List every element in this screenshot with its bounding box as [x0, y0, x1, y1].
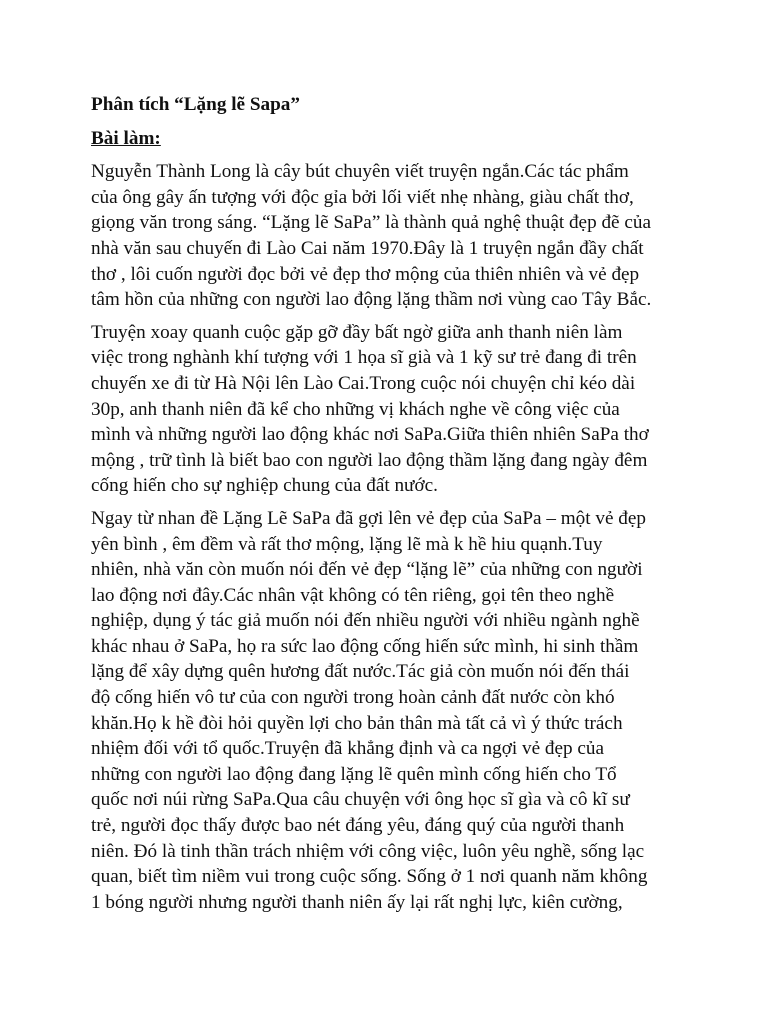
paragraph-line: Nguyễn Thành Long là cây bút chuyên viết truyện ngắn.Các tác phẩm	[91, 161, 629, 183]
paragraph-line: 1 bóng người nhưng người thanh niên ấy lại rất nghị lực, kiên cường,	[91, 891, 623, 913]
paragraph-line: tâm hồn của những con người lao động lặng thầm nơi vùng cao Tây Bắc.	[91, 289, 652, 311]
paragraph-line: mộng , trữ tình là biết bao con người lao động thầm lặng đang ngày đêm	[91, 449, 648, 471]
paragraph-line: thơ , lôi cuốn người đọc bởi vẻ đẹp thơ mộng của thiên nhiên và vẻ đẹp	[91, 263, 640, 285]
paragraph-line: trẻ, người đọc thấy được bao nét đáng yêu, đáng quý của người thanh	[91, 815, 625, 837]
paragraph-line: quốc nơi núi rừng SaPa.Qua câu chuyện với ông học sĩ gìa và cô kĩ sư	[91, 789, 630, 811]
paragraph-line: nhiên, nhà văn còn muốn nói đến vẻ đẹp “lặng lẽ” của những con người	[91, 559, 643, 581]
paragraph-line: niên. Đó là tinh thần trách nhiệm với công việc, luôn yêu nghề, sống lạc	[91, 840, 645, 862]
paragraph-line: cống hiến cho sự nghiệp chung của đất nước.	[91, 475, 438, 497]
paragraph-line: lặng để xây dựng quên hương đất nước.Tác giả còn muốn nói đến thái	[91, 661, 630, 683]
paragraph-line: 30p, anh thanh niên đã kể cho những vị khách nghe về công việc của	[91, 398, 620, 420]
paragraph-line: nhà văn sau chuyến đi Lào Cai năm 1970.Đây là 1 truyện ngắn đầy chất	[91, 237, 644, 259]
document-subtitle: Bài làm:	[91, 127, 161, 149]
paragraph-line: yên bình , êm đềm và rất thơ mộng, lặng lẽ mà k hề hiu quạnh.Tuy	[91, 533, 603, 555]
paragraph-line: khác nhau ở SaPa, họ ra sức lao động cống hiến sức mình, hi sinh thầm	[91, 635, 639, 657]
paragraph-line: nghiệp, dụng ý tác giả muốn nói đến nhiều người với nhiều ngành nghề	[91, 610, 640, 632]
paragraph	[91, 320, 691, 499]
paragraph-line: của ông gây ấn tượng với độc gỉa bởi lối viết nhẹ nhàng, giàu chất thơ,	[91, 186, 634, 208]
paragraph-line: những con người lao động đang lặng lẽ quên mình cống hiến cho Tổ	[91, 763, 617, 785]
paragraph-line: chuyến xe đi từ Hà Nội lên Lào Cai.Trong cuộc nói chuyện chỉ kéo dài	[91, 372, 636, 394]
paragraph	[91, 506, 691, 916]
paragraph-line: Truyện xoay quanh cuộc gặp gỡ đầy bất ngờ giữa anh thanh niên làm	[91, 321, 623, 343]
paragraph-list	[91, 159, 691, 915]
paragraph-line: khăn.Họ k hề đòi hỏi quyền lợi cho bản thân mà tất cả vì ý thức trách	[91, 712, 623, 734]
document-title: Phân tích “Lặng lẽ Sapa”	[91, 94, 300, 115]
document-body	[91, 92, 691, 922]
paragraph-line: nhiệm đối với tổ quốc.Truyện đã khẳng định và ca ngợi vẻ đẹp của	[91, 738, 605, 760]
paragraph-line: Ngay từ nhan đề Lặng Lẽ SaPa đã gợi lên vẻ đẹp của SaPa – một vẻ đẹp	[91, 507, 646, 529]
paragraph-line: quan, biết tìm niềm vui trong cuộc sống. Sống ở 1 nơi quanh năm không	[91, 866, 648, 888]
paragraph	[91, 159, 691, 313]
paragraph-line: giọng văn trong sáng. “Lặng lẽ SaPa” là thành quả nghệ thuật đẹp đẽ của	[91, 212, 651, 234]
paragraph-line: việc trong nghành khí tượng với 1 họa sĩ già và 1 kỹ sư trẻ đang đi trên	[91, 347, 637, 369]
paragraph-line: độ cống hiến vô tư của con người trong hoàn cảnh đất nước còn khó	[91, 687, 615, 709]
paragraph-line: mình và những người lao động khác nơi SaPa.Giữa thiên nhiên SaPa thơ	[91, 424, 649, 446]
paragraph-line: lao động nơi đây.Các nhân vật không có tên riêng, gọi tên theo nghề	[91, 584, 615, 606]
